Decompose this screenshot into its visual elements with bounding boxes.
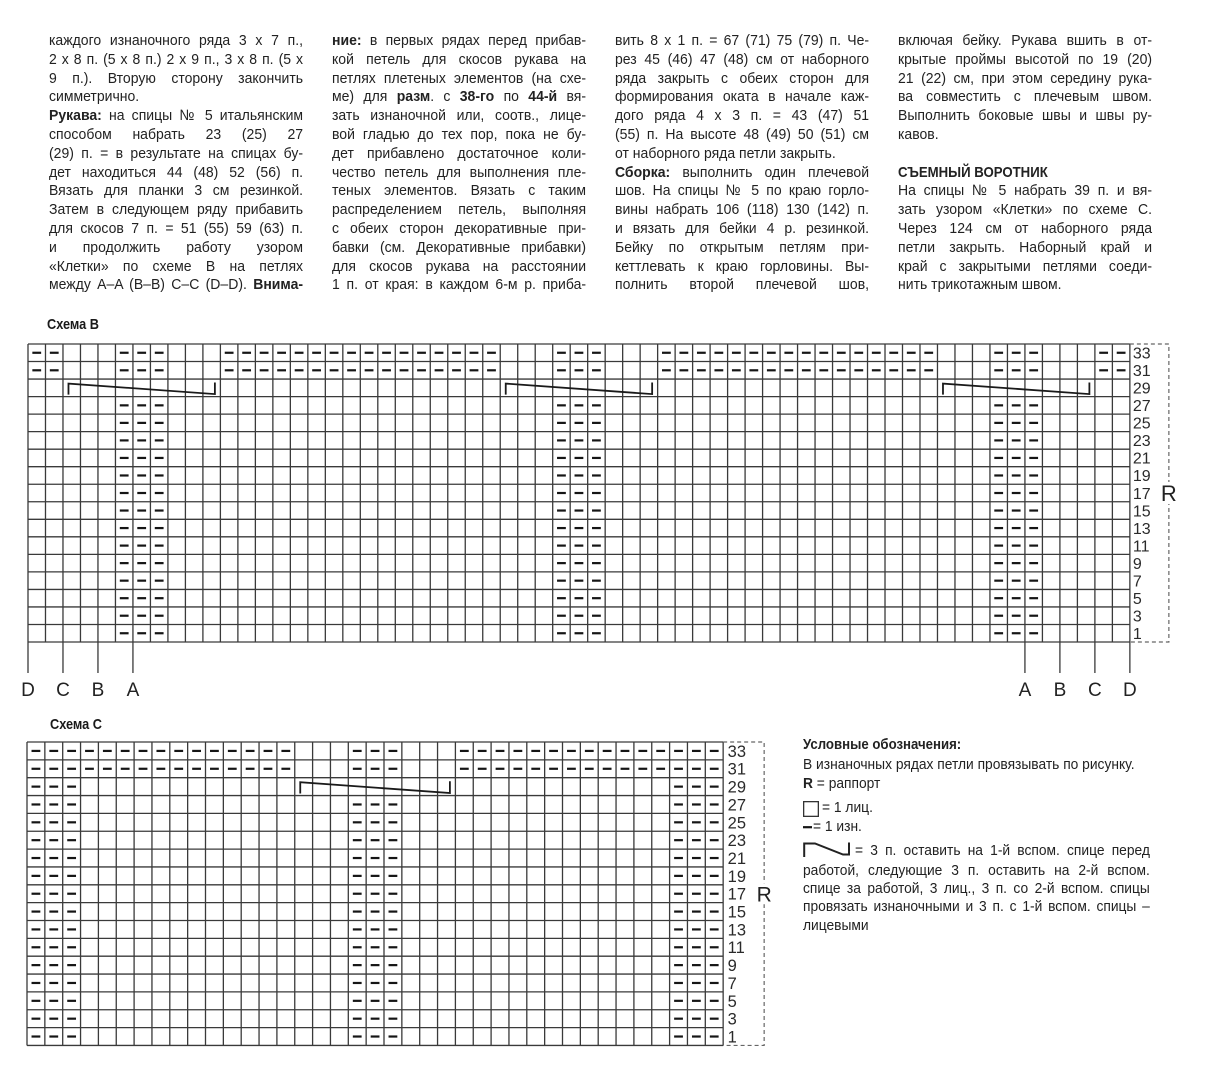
text-run: Затем в следующем ряду прибавить [49, 201, 304, 219]
text-run: по [494, 88, 529, 106]
text-run: рез 45 (46) 47 (48) см от наборного [615, 50, 870, 68]
repeat-label: R [756, 883, 772, 907]
cable-description-line: провязать изнаночными и 3 п. с 1-й вспом. спицы – [803, 898, 1150, 915]
row-number-label: 29 [727, 778, 747, 797]
text-run: и продолжить работу узором [49, 238, 304, 256]
cable-description-line: спице за работой, 3 лиц., 3 п. со 2-й вспом. спицы [803, 879, 1150, 897]
legend-knit [803, 799, 923, 818]
row-number-label: 17 [1133, 485, 1151, 503]
article-column-1 [49, 32, 303, 295]
dash-icon [803, 826, 813, 829]
text-run: дет находиться 44 (48) 52 (56) п. [49, 163, 304, 181]
cable-cross-icon [803, 842, 851, 858]
repeat-symbol: R [803, 774, 813, 792]
row-number-label: 27 [727, 796, 747, 815]
text-run: . с [430, 88, 460, 106]
legend-note-text: В изнаночных рядах петли провязывать по рисунку. [803, 755, 1135, 773]
text-line [49, 70, 303, 89]
text-line-content [49, 145, 303, 164]
text-run: кой петель для скосов рукава на [332, 50, 587, 68]
row-number-label: 7 [727, 974, 737, 993]
row-number-label: 21 [727, 849, 747, 868]
legend-cable-cont [803, 898, 1150, 917]
article-column-2 [332, 32, 586, 295]
text-run: Через 124 см от наборного ряда [898, 219, 1153, 237]
row-number-label: 9 [1133, 555, 1143, 573]
legend-cable-cont [803, 862, 1150, 881]
text-run: нить трикотажным швом. [898, 276, 1062, 294]
repeat-label: R [1161, 480, 1178, 506]
legend-cable-cont [803, 880, 1150, 899]
text-run: зать узором «Клетки» по схеме С. [898, 201, 1153, 219]
bold-term: Внима- [253, 276, 304, 294]
text-line [49, 51, 303, 70]
text-run: край с закрытыми петлями соеди- [898, 257, 1153, 275]
bold-term: СЪЕМНЫЙ ВОРОТНИК [898, 163, 1048, 181]
text-run: (29) п. = в результате на спицах бу- [49, 144, 304, 162]
row-number-label: 17 [727, 885, 747, 904]
text-line-content [49, 51, 303, 70]
row-number-label: 13 [1133, 520, 1151, 538]
legend-repeat-entry [803, 775, 880, 794]
row-number-label: 11 [1133, 537, 1150, 555]
text-run: в первых рядах перед прибав- [361, 32, 587, 49]
stitch-marker-label: C [56, 679, 71, 701]
cable-description-line: работой, следующие 3 п. оставить на 2-й вспом. [803, 861, 1150, 879]
row-number-label: 5 [1133, 590, 1143, 608]
text-run: шов. На спицы № 5 по краю горло- [615, 182, 870, 200]
row-number-label: 27 [1133, 397, 1151, 415]
text-line [49, 107, 303, 126]
text-run: симметрично. [49, 88, 140, 106]
text-line [332, 239, 586, 258]
text-run: крытые проймы высотой по 19 (20) [898, 50, 1153, 68]
row-number-label: 9 [727, 957, 737, 976]
text-run: вины набрать 106 (118) 130 (142) п. [615, 201, 870, 219]
text-run: ряда закрыть с обеих сторон для [615, 69, 870, 87]
text-run: включая бейку. Рукава вшить в от- [898, 32, 1153, 49]
text-line [49, 88, 303, 107]
text-run: полнить второй плечевой шов, [615, 276, 870, 294]
text-run: распределением петель, выполняя [332, 201, 587, 219]
text-line-content [49, 239, 303, 258]
stitch-marker-label: A [126, 679, 140, 701]
scheme-c-title: Схема С [50, 716, 103, 733]
text-run: 9 п.). Вторую сторону закончить [49, 69, 304, 87]
text-run: для скосов 7 п. = 51 (55) 59 (63) п. [49, 219, 304, 237]
text-run: формирования оката в начале каж- [615, 88, 870, 106]
text-line [332, 164, 586, 183]
stitch-marker-label: D [1123, 679, 1138, 701]
row-number-label: 19 [1133, 467, 1151, 485]
empty-square-icon [803, 801, 819, 817]
legend-cable [803, 842, 1150, 861]
text-run: 21 (22) см, при этом середину рука- [898, 69, 1153, 87]
text-line-content [332, 32, 586, 51]
text-run: от наборного ряда петли закрыть. [615, 144, 836, 162]
text-run: «Клетки» по схеме В на петлях [49, 257, 304, 275]
text-line-content [332, 126, 586, 145]
text-line-content [332, 107, 586, 126]
row-number-label: 7 [1133, 572, 1143, 590]
text-run: петли закрыть. Наборный край и [898, 238, 1153, 256]
text-line-content [49, 276, 303, 295]
row-number-label: 19 [727, 867, 747, 886]
text-line-content [49, 107, 303, 126]
cable-cross-icon [300, 781, 450, 793]
text-line [332, 107, 586, 126]
text-line [332, 258, 586, 277]
bold-term: Рукава: [49, 107, 102, 125]
knit-description: = 1 лиц. [822, 798, 873, 816]
row-number-label: 3 [1133, 607, 1143, 625]
text-line [49, 126, 303, 145]
text-line-content [332, 201, 586, 220]
text-run: вой гладью до тех пор, пока не бу- [332, 125, 587, 143]
text-run: дет прибавлено достаточное коли- [332, 144, 587, 162]
text-line-content [49, 258, 303, 277]
text-run: и вязать для бейки 4 р. резинкой. [615, 219, 870, 237]
text-line-content [49, 88, 303, 107]
legend-repeat [803, 775, 887, 794]
text-line-content [332, 239, 586, 258]
text-run: способом набрать 23 (25) 27 [49, 125, 304, 143]
text-run: между A–A (B–B) C–C (D–D). [49, 276, 254, 294]
text-line-content [49, 126, 303, 145]
scheme-b-title: Схема В [47, 316, 100, 333]
text-line [332, 220, 586, 239]
row-number-label: 15 [1133, 502, 1151, 520]
text-line [49, 258, 303, 277]
text-line-content [49, 164, 303, 183]
text-line-content [332, 88, 586, 107]
text-line [332, 32, 586, 51]
text-run: 2 х 8 п. (5 х 8 п.) 2 х 9 п., 3 х 8 п. (5 х [49, 50, 304, 68]
text-line [332, 276, 586, 295]
row-number-label: 23 [1133, 432, 1151, 450]
text-run: теных элементов. Вязать с таким [332, 182, 587, 200]
text-run: вить 8 х 1 п. = 67 (71) 75 (79) п. Че- [615, 32, 870, 49]
text-line-content [332, 276, 586, 295]
text-line-content [49, 220, 303, 239]
text-line-content [332, 51, 586, 70]
row-number-label: 3 [727, 1010, 737, 1029]
row-number-label: 25 [727, 814, 747, 833]
cable-description-line: = 3 п. оставить на 1-й вспом. спице перед [855, 841, 1150, 859]
text-line-content [49, 201, 303, 220]
purl-description: = 1 изн. [813, 817, 862, 835]
row-number-label: 13 [727, 921, 747, 940]
text-run: Вязать для планки 3 см резинкой. [49, 182, 304, 200]
text-line-content [332, 164, 586, 183]
text-line [332, 51, 586, 70]
text-run: зать изнаночной или, соотв., лице- [332, 107, 587, 125]
row-number-label: 23 [727, 832, 747, 851]
text-line [332, 70, 586, 89]
stitch-marker-label: B [91, 679, 105, 701]
bold-term: разм [396, 88, 431, 106]
row-number-label: 33 [727, 742, 747, 761]
row-number-label: 11 [727, 939, 745, 958]
scheme-svg [27, 742, 784, 1080]
text-line-content [332, 220, 586, 239]
text-run: Бейку по открытым петлям при- [615, 238, 870, 256]
text-line-content [332, 145, 586, 164]
row-number-label: 29 [1133, 380, 1151, 398]
text-line [332, 126, 586, 145]
text-line [49, 239, 303, 258]
text-run: Выполнить боковые швы и швы ру- [898, 107, 1153, 125]
legend-purl [803, 818, 923, 837]
text-line [49, 276, 303, 295]
bold-term: 38-го [459, 88, 495, 106]
stitch-marker-label: C [1088, 679, 1103, 701]
row-number-label: 15 [727, 903, 747, 922]
text-run: кеттлевать к краю горловины. Вы- [615, 257, 870, 275]
row-number-label: 5 [727, 992, 737, 1011]
text-run: дого ряда 4 х 3 п. = 43 (47) 51 [615, 107, 870, 125]
repeat-description: = раппорт [812, 774, 881, 792]
bold-term: ние: [332, 32, 362, 49]
text-line-content [49, 182, 303, 201]
text-line-content [332, 182, 586, 201]
row-number-label: 33 [1133, 345, 1151, 363]
cable-cross-icon [506, 382, 652, 394]
legend-note [803, 756, 1163, 775]
text-line-content [49, 70, 303, 89]
stitch-marker-label: B [1053, 679, 1067, 701]
text-run: выполнить один плечевой [670, 163, 870, 181]
text-run: бавки (см. Декоративные прибавки) [332, 238, 587, 256]
text-line-content [49, 32, 303, 51]
text-line [332, 145, 586, 164]
cable-description-line: лицевыми [803, 916, 869, 934]
text-line [49, 201, 303, 220]
text-line [49, 182, 303, 201]
text-line [49, 220, 303, 239]
row-number-label: 31 [1133, 362, 1151, 380]
text-run: каждого изнаночного ряда 3 х 7 п., [49, 32, 304, 49]
text-line [332, 88, 586, 107]
text-run: (55) п. На высоте 48 (49) 50 (51) см [615, 125, 870, 143]
text-run: 1 п. от края: в каждом 6-м р. приба- [332, 276, 587, 294]
row-number-label: 25 [1133, 415, 1151, 433]
legend [803, 0, 1163, 1080]
legend-cable-cont [803, 917, 874, 936]
scheme-c-chart [27, 742, 784, 1080]
text-line-content [332, 258, 586, 277]
text-run: кавов. [898, 125, 939, 143]
text-run: вя- [557, 88, 587, 106]
bold-term: 44-й [528, 88, 558, 106]
cable-cross-icon [69, 382, 215, 394]
row-number-label: 1 [1133, 625, 1143, 643]
text-line-content [332, 70, 586, 89]
text-run: петлях плетеных элементов (на схе- [332, 69, 587, 87]
text-run: на спицы № 5 итальянским [101, 107, 304, 125]
row-number-label: 31 [727, 760, 747, 779]
text-run: с обеих сторон декоративные при- [332, 219, 587, 237]
text-line [332, 182, 586, 201]
stitch-marker-label: D [21, 679, 36, 701]
text-line [49, 164, 303, 183]
text-line [49, 32, 303, 51]
text-line [49, 145, 303, 164]
text-run: для скосов рукава на расстоянии [332, 257, 587, 275]
text-run: чество петель для выполнения пле- [332, 163, 587, 181]
row-number-label: 1 [727, 1028, 737, 1047]
text-line [332, 201, 586, 220]
text-run: ва совместить с плечевым швом. [898, 88, 1153, 106]
stitch-marker-label: A [1018, 679, 1032, 701]
legend-title: Условные обозначения: [803, 735, 962, 753]
text-run: На спицы № 5 набрать 39 п. и вя- [898, 182, 1153, 200]
bold-term: Сборка: [615, 163, 671, 181]
row-number-label: 21 [1133, 450, 1151, 468]
text-run: ме) для [332, 88, 397, 106]
